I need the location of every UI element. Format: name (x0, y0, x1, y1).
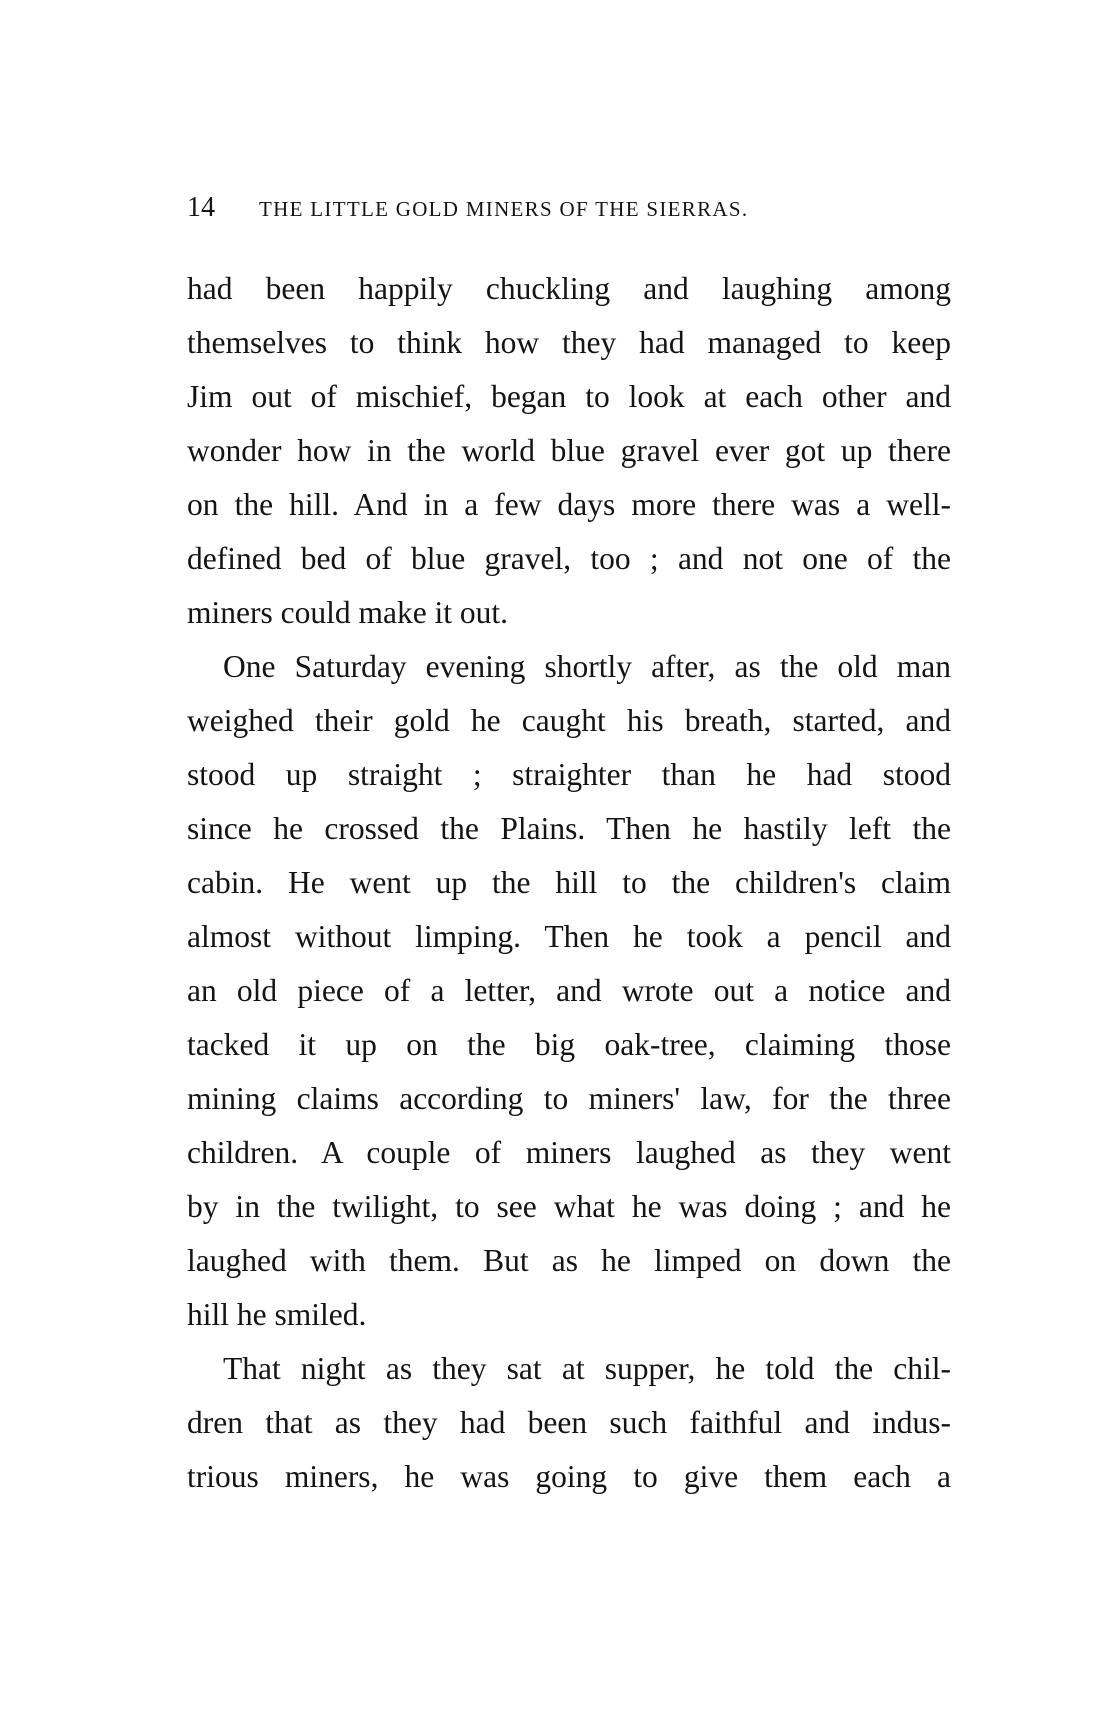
paragraph-3 (187, 1342, 951, 1504)
text-line: since he crossed the Plains. Then he hastily left the (187, 811, 951, 846)
text-line: tacked it up on the big oak-tree, claiming those (187, 1027, 951, 1062)
text-line: defined bed of blue gravel, too ; and not one of the (187, 541, 951, 576)
text-line: trious miners, he was going to give them each a (187, 1459, 951, 1494)
text-line: almost without limping. Then he took a pencil and (187, 919, 951, 954)
text-line: mining claims according to miners' law, for the three (187, 1081, 951, 1116)
text-line: hill he smiled. (187, 1297, 367, 1332)
text-line: an old piece of a letter, and wrote out a notice and (187, 973, 951, 1008)
text-line: stood up straight ; straighter than he had stood (187, 757, 951, 792)
text-line: themselves to think how they had managed to keep (187, 325, 951, 360)
paragraph-2 (187, 640, 951, 1342)
text-line: wonder how in the world blue gravel ever got up there (187, 433, 951, 468)
text-line: That night as they sat at supper, he told the chil- (223, 1351, 951, 1386)
text-line: had been happily chuckling and laughing among (187, 271, 951, 306)
text-line: weighed their gold he caught his breath, started, and (187, 703, 951, 738)
running-title: THE LITTLE GOLD MINERS OF THE SIERRAS. (259, 197, 749, 221)
text-line: miners could make it out. (187, 595, 509, 630)
text-line: by in the twilight, to see what he was doing ; and he (187, 1189, 951, 1224)
body-text (187, 262, 951, 1504)
text-line: dren that as they had been such faithful and indus- (187, 1405, 951, 1440)
paragraph-1 (187, 262, 951, 640)
text-line: children. A couple of miners laughed as they went (187, 1135, 951, 1170)
text-line: laughed with them. But as he limped on down the (187, 1243, 951, 1278)
text-line: on the hill. And in a few days more there was a well- (187, 487, 951, 522)
text-line: cabin. He went up the hill to the children's claim (187, 865, 951, 900)
text-line: Jim out of mischief, began to look at each other and (187, 379, 951, 414)
page-number: 14 (187, 192, 215, 223)
running-head (187, 192, 947, 232)
text-line: One Saturday evening shortly after, as the old man (223, 649, 951, 684)
